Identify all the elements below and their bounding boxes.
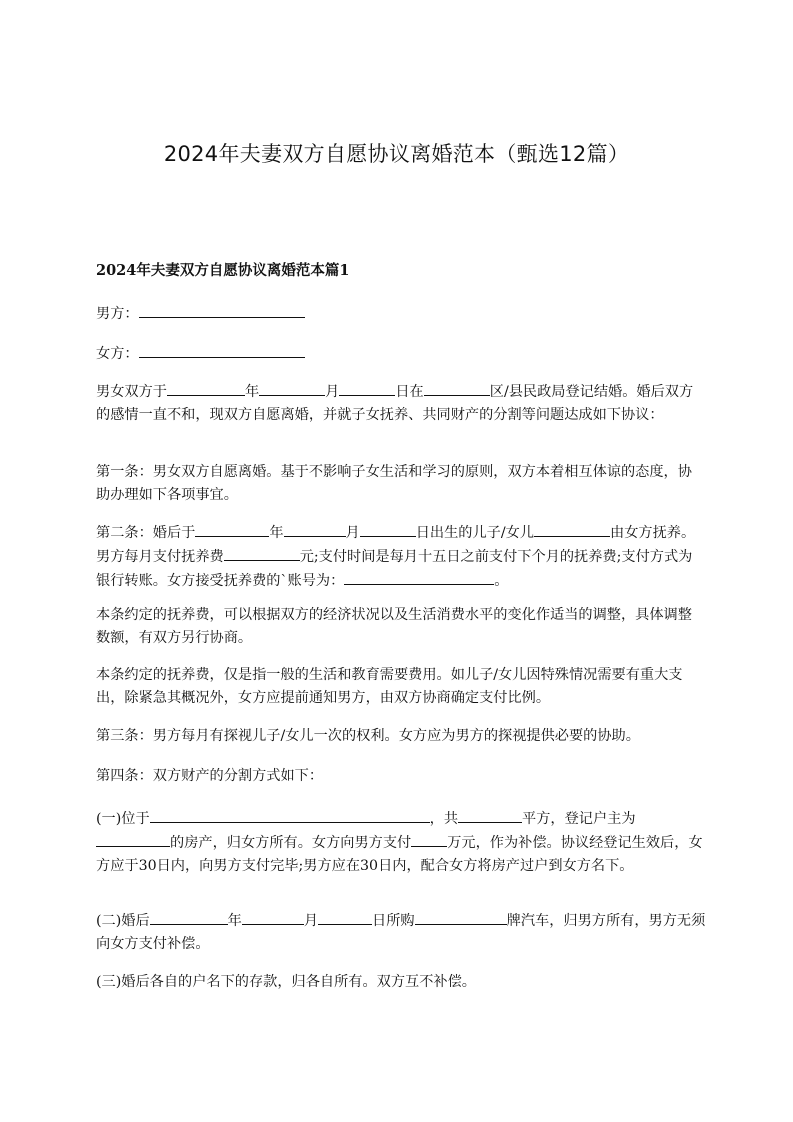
wife-label: 女方： <box>96 346 139 362</box>
car-day-blank[interactable] <box>318 909 372 925</box>
compensation-blank[interactable] <box>411 831 447 847</box>
text-segment: ，共 <box>429 811 459 827</box>
section-title: 2024年夫妻双方自愿协议离婚范本篇1 <box>96 262 350 279</box>
property-item-2 <box>96 909 706 956</box>
property-item-1 <box>96 807 706 878</box>
support-amount-blank[interactable] <box>224 545 300 561</box>
text-segment: 。 <box>494 573 509 589</box>
birth-year-blank[interactable] <box>195 521 269 537</box>
birth-month-blank[interactable] <box>284 521 346 537</box>
article-3: 第三条：男方每月有探视儿子/女儿一次的权利。女方应为男方的探视提供必要的协助。 <box>96 728 640 744</box>
text-segment: (一)位于 <box>96 811 150 827</box>
account-number-blank[interactable] <box>344 569 494 585</box>
district-blank[interactable] <box>424 380 490 396</box>
property-location-blank[interactable] <box>150 807 430 823</box>
text-segment: 男女双方于 <box>96 384 167 400</box>
text-segment: 月 <box>345 525 360 541</box>
marriage-paragraph <box>96 380 706 427</box>
article-4: 第四条：双方财产的分割方式如下： <box>96 768 324 784</box>
text-segment: 元;支付时间是每月十五日之前支付下个月的抚养费;支付方式为银行转账。女方接受抚养费的`账号为： <box>96 549 693 589</box>
text-segment: 的房产，归女方所有。女方向男方支付 <box>170 835 412 851</box>
text-segment: 第二条：婚后于 <box>96 525 196 541</box>
text-segment: 月 <box>325 384 340 400</box>
husband-name-blank[interactable] <box>139 302 305 318</box>
text-segment: 日所购 <box>372 913 415 929</box>
document-title: 2024年夫妻双方自愿协议离婚范本（甄选12篇） <box>163 142 630 166</box>
general-expense-paragraph: 本条约定的抚养费，仅是指一般的生活和教育需要费用。如儿子/女儿因特殊情况需要有重大支出，除紧急其概况外，女方应提前通知男方，由双方协商确定支付比例。 <box>96 667 683 706</box>
text-segment: 月 <box>303 913 319 929</box>
marriage-month-blank[interactable] <box>259 380 325 396</box>
car-year-blank[interactable] <box>150 909 228 925</box>
adjustment-paragraph: 本条约定的抚养费，可以根据双方的经济状况以及生活消费水平的变化作适当的调整，具体调整数额，有双方另行协商。 <box>96 607 692 646</box>
text-segment: 平方，登记户主为 <box>522 811 636 827</box>
text-segment: 日出生的儿子/女儿 <box>415 525 535 541</box>
text-segment: 由女方抚养。男方每月支付抚养费 <box>96 525 696 565</box>
text-segment: 区/县民政局登记结婚。 <box>489 384 637 400</box>
husband-line <box>96 302 706 326</box>
text-segment: 年 <box>227 913 242 929</box>
text-segment: 牌汽车，归男方所有，男方无须向女方支付补偿。 <box>96 913 706 952</box>
child-name-blank[interactable] <box>534 521 610 537</box>
car-brand-blank[interactable] <box>415 909 507 925</box>
property-item-3: (三)婚后各自的户名下的存款，归各自所有。双方互不补偿。 <box>96 974 476 990</box>
article-1: 第一条：男女双方自愿离婚。基于不影响子女生活和学习的原则，双方本着相互体谅的态度，协助办理如下各项事宜。 <box>96 464 692 503</box>
text-segment: 年 <box>269 525 284 541</box>
wife-line <box>96 342 706 366</box>
marriage-year-blank[interactable] <box>167 380 245 396</box>
text-segment: (二)婚后 <box>96 913 150 929</box>
husband-label: 男方： <box>96 306 139 322</box>
text-segment: 婚后双方的感情一直不和，现双方自愿离婚，并就子女抚养、共同财产的分割等问题达成如下协议： <box>96 384 694 423</box>
text-segment: 年 <box>244 384 260 400</box>
article-2 <box>96 521 706 593</box>
wife-name-blank[interactable] <box>139 342 305 358</box>
owner-name-blank[interactable] <box>96 831 170 847</box>
area-blank[interactable] <box>458 807 522 823</box>
text-segment: 日在 <box>395 384 424 400</box>
car-month-blank[interactable] <box>242 909 304 925</box>
marriage-day-blank[interactable] <box>339 380 395 396</box>
birth-day-blank[interactable] <box>360 521 416 537</box>
text-segment: 万元，作为补偿。协议经登记生效后，女方应于30日内，向男方支付完毕;男方应在30日内，配合女方将房产过户到女方名下。 <box>96 835 703 874</box>
